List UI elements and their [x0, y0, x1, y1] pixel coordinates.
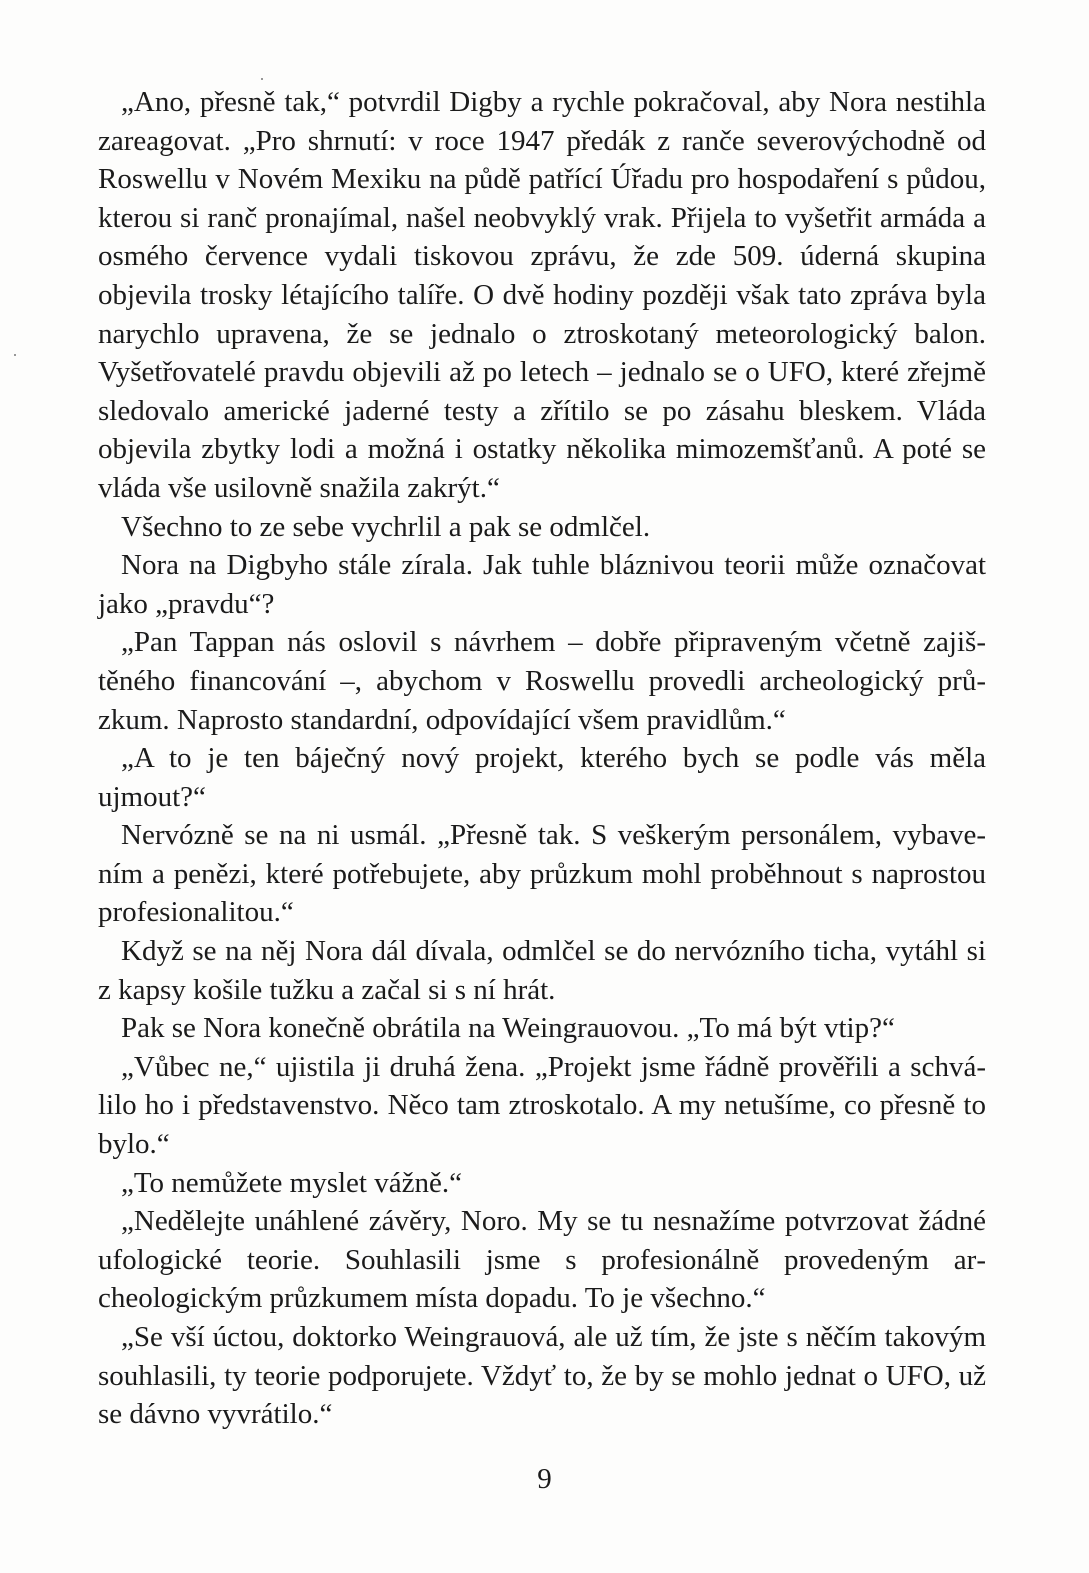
paragraph: Nora na Digbyho stále zírala. Jak tuhle bláznivou teorii může označovat jako „pravdu“?: [98, 549, 986, 620]
paragraph: „Se vší úctou, doktorko Weingrauová, ale už tím, že jste s něčím takovým souhlasili, ty teorie podporujete. Vždyť to, že by se mohlo jednat o UFO, už se dávno vyvrátilo.“: [98, 1321, 986, 1431]
paragraph: „Pan Tappan nás oslovil s návrhem – dobře připraveným včetně zajištěného financování –, abychom v Roswellu provedli archeologický průzkum. Naprosto standardní, odpovídající všem pravidlům.“: [98, 626, 986, 736]
paragraph: „A to je ten báječný nový projekt, kterého bych se podle vás měla ujmout?“: [98, 742, 986, 813]
paragraph: Všechno to ze sebe vychrlil a pak se odmlčel.: [121, 510, 651, 543]
paragraph: Nervózně se na ni usmál. „Přesně tak. S veškerým personálem, vybavením a penězi, které potřebujete, aby průzkum mohl proběhnout s naprostou profesionalitou.“: [98, 819, 986, 929]
body-text: [98, 83, 986, 1434]
paragraph: „Vůbec ne,“ ujistila ji druhá žena. „Projekt jsme řádně prověřili a schválilo ho i představenstvo. Něco tam ztroskotalo. A my netušíme, co přesně to bylo.“: [98, 1050, 986, 1161]
paragraph: Pak se Nora konečně obrátila na Weingrauovou. „To má být vtip?“: [121, 1012, 895, 1045]
page-number: 9: [537, 1463, 552, 1495]
paragraph: Když se na něj Nora dál dívala, odmlčel se do nervózního ticha, vytáhl si z kapsy košile tužku a začal si s ní hrát.: [98, 935, 986, 1006]
paragraph: „To nemůžete myslet vážně.“: [121, 1166, 462, 1199]
scan-speck: [14, 354, 16, 356]
scan-speck: [261, 78, 263, 80]
paragraph: „Nedělejte unáhlené závěry, Noro. My se tu nesnažíme potvrzovat žádné ufologické teorie. Souhlasili jsme s profesionálně provedeným archeologickým průzkumem místa dopadu. To je všechno.“: [98, 1205, 986, 1315]
paragraph: „Ano, přesně tak,“ potvrdil Digby a rychle pokračoval, aby Nora nestihla zareagovat. „Pro shrnutí: v roce 1947 předák z ranče severovýchodně od Roswellu v Novém Mexiku na půdě patřící Úřadu pro hospodaření s půdou, kterou si ranč pronajímal, našel neobvyklý vrak. Přijela to vyšetřit armáda a osmého července vydali tiskovou zprávu, že zde 509. úderná skupina objevila trosky létajícího talíře. O dvě hodiny později však tato zpráva byla narychlo upravena, že se jednalo o ztroskotaný meteorologický balon. Vyšetřovatelé pravdu objevili až po letech – jednalo se o UFO, které zřejmě sledovalo americké jaderné testy a zřítilo se po zásahu bleskem. Vláda objevila zbytky lodi a možná i ostatky několika mimozemšťanů. A poté se vláda vše usilovně snažila zakrýt.“: [98, 86, 986, 504]
